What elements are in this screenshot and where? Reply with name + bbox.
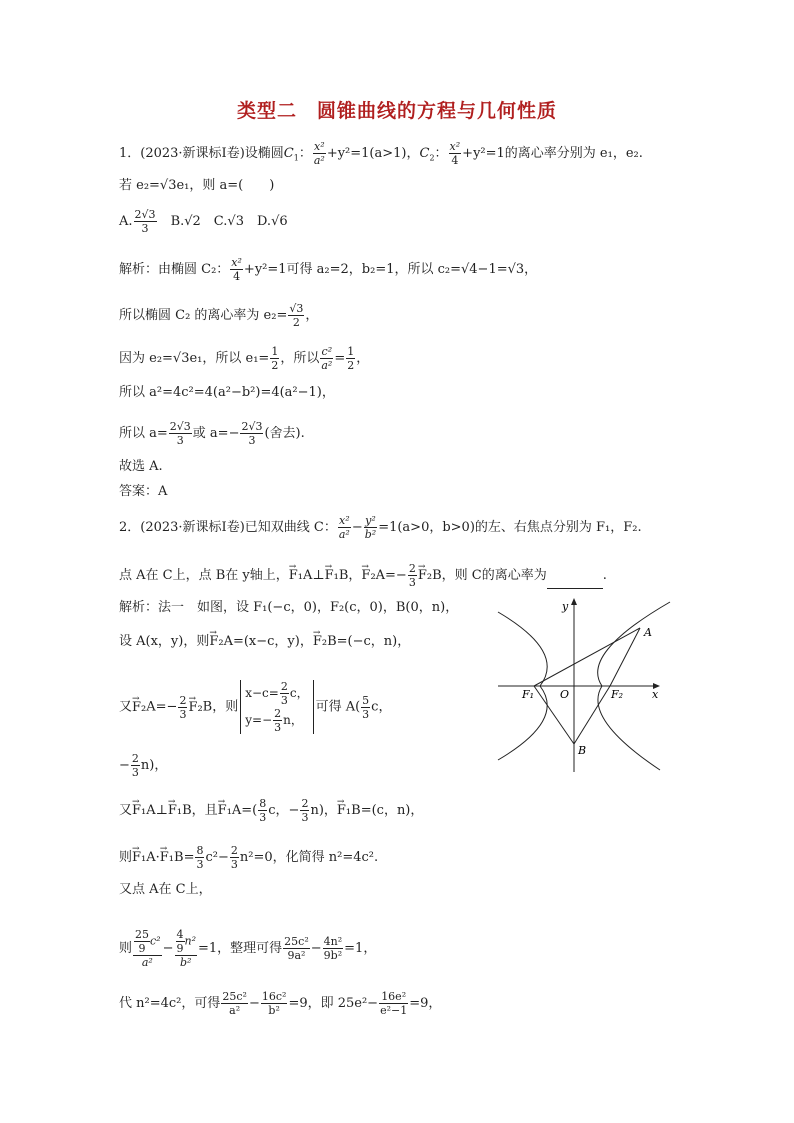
q1-solution-line3: 因为 e₂=√3e₁，所以 e₁= $\frac{1}{2}$ ，所以 $\frac{\text{c²}}{\text{a²}}$ = $\frac{1}{2}$ ，: [119, 345, 370, 372]
q2-solution-line6: 则→ F₁A·→ F₁B= $\frac{8}{3}$ c²− $\frac{2}{3}$ n²=0，化简得 n²=4c².: [119, 844, 378, 871]
answer-blank[interactable]: [547, 574, 603, 589]
q1-options: A. $\frac{2√3}{3}$ B.√2 C.√3 D.√6: [119, 208, 288, 235]
q1-solution-line6: 故选 A.: [119, 459, 163, 474]
y-axis-arrow: [571, 598, 577, 605]
origin-label: O: [560, 688, 570, 701]
q2-solution-line9: 代 n²=4c²，可得 $\frac{\text{25c²}}{\text{a²}}$ − $\frac{\text{16c²}}{\text{b²}}$ =9，即 25e²− $\frac{\text{16e²}}{\text{e²−1}}$ =9，: [119, 990, 442, 1017]
segment-b-f2: [574, 686, 610, 744]
y-axis-label: y: [562, 600, 569, 613]
q1-solution-line4: 所以 a²=4c²=4(a²−b²)=4(a²−1)，: [119, 385, 335, 400]
q1-solution-line2: 所以椭圆 C₂ 的离心率为 e₂= $\frac{√3}{2}$ ，: [119, 302, 319, 329]
f1-label: F₁: [522, 688, 535, 701]
q2-solution-line3: 又→ F₂A=− $\frac{2}{3}$ → F₂B，则 x−c= $\frac{2}{3}$ c， y=− $\frac{2}{3}$ n， 可得 A( $\frac{5}{3}$ c，: [119, 680, 391, 734]
equation-system: x−c= $\frac{2}{3}$ c， y=− $\frac{2}{3}$ n，: [240, 680, 313, 734]
q1-stem-line1: 1．(2023·新课标Ⅰ卷)设椭圆$C_1$： $\frac{\text{x²}}{\text{a²}}$ +y²=1(a>1)，$C_2$： $\frac{\text{x²}}{4}$ +y²=1的离心率分别为 e₁，e₂.: [119, 140, 643, 167]
q2-solution-line2: 设 A(x，y)，则→ F₂A=(x−c，y)，→ F₂B=(−c，n)，: [119, 632, 410, 652]
hyperbola-figure: [492, 594, 676, 774]
x-axis-label: x: [652, 688, 659, 701]
q2-solution-line8: 则 $\frac{25}{9}$ c² a² − $\frac{4}{9}$ n² b² =1，整理可得 $\frac{\text{25c²}}{\text{9a²}}$ − $\frac{\text{4n²}}{\text{9b²}}$ =1，: [119, 928, 377, 969]
point-b-label: B: [578, 744, 587, 757]
q1-answer: 答案：A: [119, 484, 168, 499]
point-a-label: A: [644, 626, 652, 639]
q2-solution-line5: 又→ F₁A⊥→ F₁B，且→ F₁A=( $\frac{8}{3}$ c，− $\frac{2}{3}$ n)，→ F₁B=(c，n)，: [119, 797, 423, 824]
q2-stem-line1: 2．(2023·新课标Ⅰ卷)已知双曲线 C： $\frac{\text{x²}}{\text{a²}}$ − $\frac{\text{y²}}{\text{b²}}$ =1(a>0，b>0)的左、右焦点分别为 F₁，F₂.: [119, 514, 642, 541]
f2-label: F₂: [611, 688, 624, 701]
q2-solution-line1: 解析：法一 如图，设 F₁(−c，0)，F₂(c，0)，B(0，n)，: [119, 600, 459, 615]
segment-f1-a: [534, 628, 640, 686]
q2-solution-line7: 又点 A在 C上，: [119, 882, 212, 897]
q1-solution-line5: 所以 a= $\frac{2√3}{3}$ 或 a=− $\frac{2√3}{3}$ (舍去).: [119, 420, 305, 447]
page-title: 类型二 圆锥曲线的方程与几何性质: [236, 100, 557, 122]
q2-stem-line2: 点 A在 C上，点 B在 y轴上，→ F₁A⊥→ F₁B，→ F₂A=− $\frac{2}{3}$ → F₂B，则 C的离心率为 .: [119, 562, 607, 589]
q1-solution-line1: 解析：由椭圆 C₂： $\frac{\text{x²}}{4}$ +y²=1可得 a₂=2，b₂=1，所以 c₂=√4−1=√3，: [119, 256, 538, 283]
q1-stem-line2: 若 e₂=√3e₁，则 a=( ): [119, 178, 275, 193]
q2-solution-line4: − $\frac{2}{3}$ n)，: [119, 752, 168, 779]
